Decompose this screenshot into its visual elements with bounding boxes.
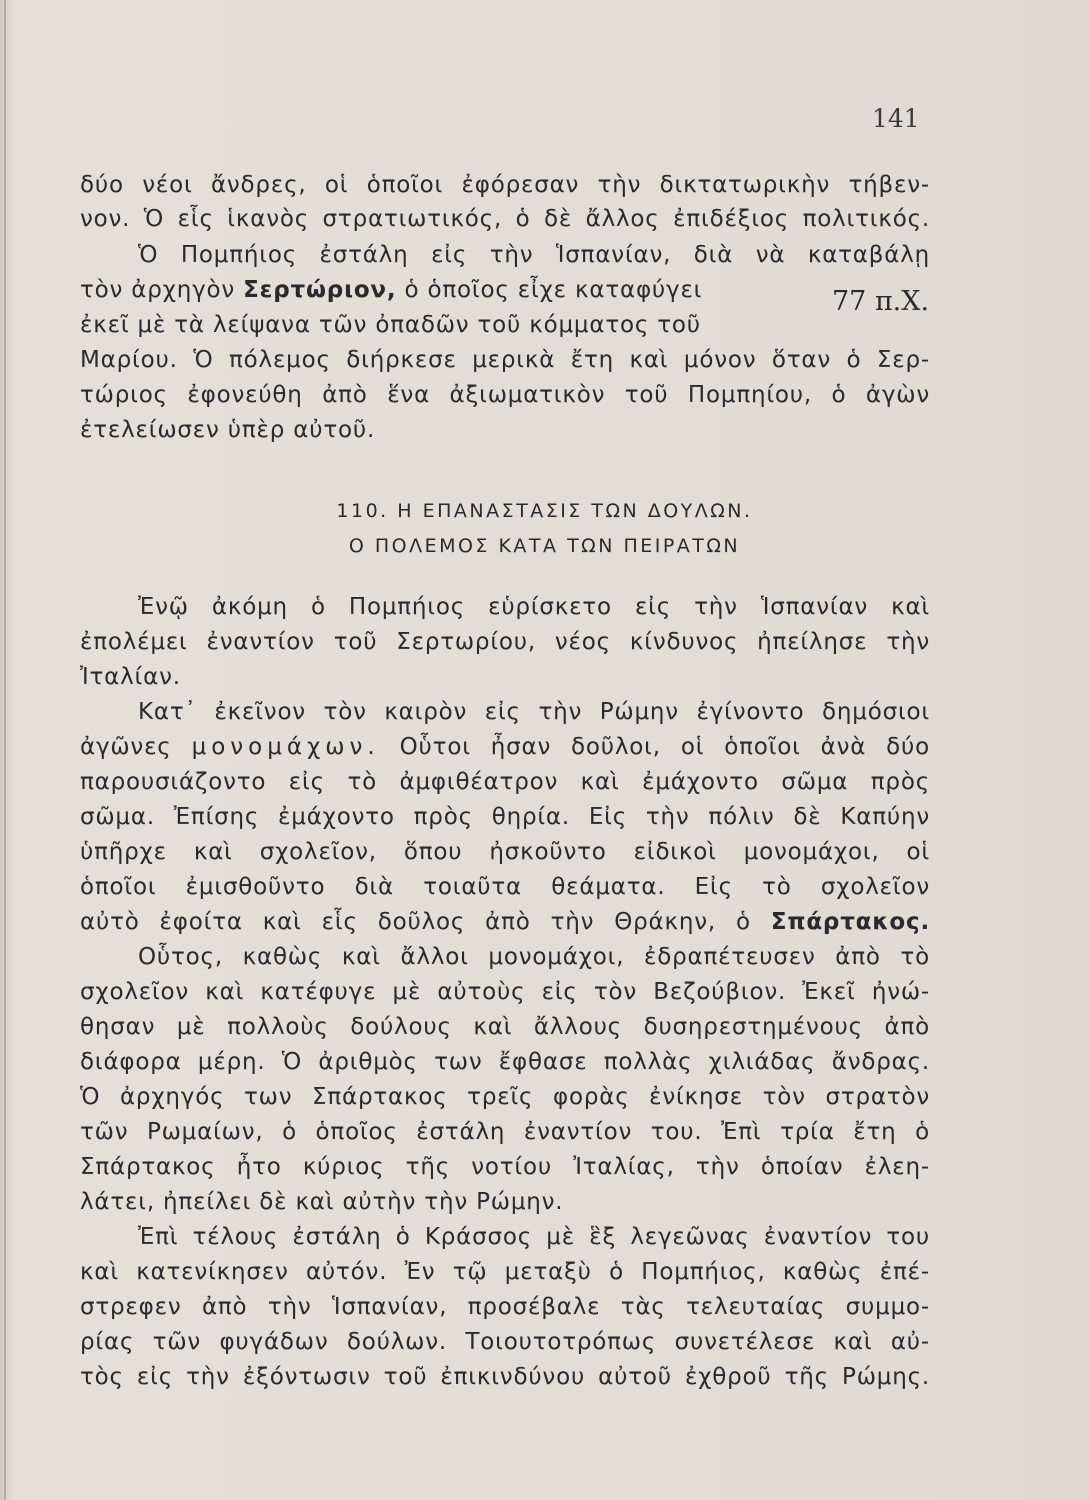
text-line: Ἐνῷ ἀκόμη ὁ Πομπήιος εὑρίσκετο εἰς τὴν Ἱσπανίαν καὶ bbox=[138, 594, 930, 620]
bold-name: Σπάρτακος. bbox=[770, 909, 930, 935]
text-line: νον. Ὁ εἷς ἱκανὸς στρατιωτικός, ὁ δὲ ἄλλος ἐπιδέξιος πολιτικός. bbox=[80, 206, 930, 232]
text-line: ρίας τῶν φυγάδων δούλων. Τοιουτοτρόπως συνετέλεσε καὶ αὐ- bbox=[80, 1329, 930, 1355]
text-line: ὁποῖοι ἐμισθοῦντο διὰ τοιαῦτα θεάματα. Εἰς τὸ σχολεῖον bbox=[80, 874, 930, 900]
text-line bbox=[80, 273, 810, 307]
text-line: Ἰταλίαν. bbox=[80, 664, 181, 690]
text-span: Οὗτοι ἦσαν δοῦλοι, οἱ ὁποῖοι ἀνὰ δύο bbox=[379, 734, 930, 760]
text-line: Ὁ ἀρχηγός των Σπάρτακος τρεῖς φορὰς ἐνίκησε τὸν στρατὸν bbox=[80, 1084, 930, 1110]
text-line: ὑπῆρχε καὶ σχολεῖον, ὅπου ἠσκοῦντο εἰδικοὶ μονομάχοι, οἱ bbox=[80, 839, 930, 865]
section-subheading: Ο ΠΟΛΕΜΟΣ ΚΑΤΑ ΤΩΝ ΠΕΙΡΑΤΩΝ bbox=[348, 535, 741, 557]
text-span: ἀγῶνες bbox=[80, 734, 192, 760]
text-line: σῶμα. Ἐπίσης ἐμάχοντο πρὸς θηρία. Εἰς τὴν πόλιν δὲ Καπύην bbox=[80, 804, 930, 830]
text-line: καὶ κατενίκησεν αὐτόν. Ἐν τῷ μεταξὺ ὁ Πομπήιος, καθὼς ἐπέ- bbox=[80, 1259, 930, 1285]
text-line: ἐκεῖ μὲ τὰ λείψανα τῶν ὀπαδῶν τοῦ κόμματος τοῦ bbox=[80, 312, 701, 338]
text-line: ἐπολέμει ἐναντίον τοῦ Σερτωρίου, νέος κίνδυνος ἠπείλησε τὴν bbox=[80, 629, 930, 655]
text-line: λάτει, ἠπείλει δὲ καὶ αὐτὴν τὴν Ρώμην. bbox=[80, 1189, 564, 1215]
text-line: παρουσιάζοντο εἰς τὸ ἀμφιθέατρον καὶ ἐμάχοντο σῶμα πρὸς bbox=[80, 769, 930, 795]
text-line bbox=[80, 905, 930, 939]
text-line: Οὗτος, καθὼς καὶ ἄλλοι μονομάχοι, ἐδραπέτευσεν ἀπὸ τὸ bbox=[138, 944, 930, 970]
text-span: αὐτὸ ἐφοίτα καὶ εἷς δοῦλος ἀπὸ τὴν Θράκην, ὁ bbox=[80, 909, 771, 935]
bold-name: Σερτώριον, bbox=[243, 277, 397, 303]
text-line: Ἐπὶ τέλους ἐστάλη ὁ Κράσσος μὲ ἓξ λεγεῶνας ἐναντίον του bbox=[138, 1224, 930, 1250]
text-line: στρεφεν ἀπὸ τὴν Ἱσπανίαν, προσέβαλε τὰς τελευταίας συμμο- bbox=[80, 1294, 930, 1320]
text-line: θησαν μὲ πολλοὺς δούλους καὶ ἄλλους δυσηρεστημένους ἀπὸ bbox=[80, 1014, 930, 1040]
text-line: Σπάρτακος ἦτο κύριος τῆς νοτίου Ἰταλίας, τὴν ὁποίαν ἐλεη- bbox=[80, 1154, 930, 1180]
section-heading: 110. Η ΕΠΑΝΑΣΤΑΣΙΣ ΤΩΝ ΔΟΥΛΩΝ. bbox=[336, 500, 753, 522]
text-line: ἐτελείωσεν ὑπὲρ αὐτοῦ. bbox=[80, 417, 376, 443]
text-line: διάφορα μέρη. Ὁ ἀριθμὸς των ἔφθασε πολλὰς χιλιάδας ἄνδρας. bbox=[80, 1049, 930, 1075]
text-line: Ὁ Πομπήιος ἐστάλη εἰς τὴν Ἱσπανίαν, διὰ νὰ καταβάλῃ bbox=[138, 242, 930, 268]
text-line: τῶν Ρωμαίων, ὁ ὁποῖος ἐστάλη ἐναντίον του. Ἐπὶ τρία ἔτη ὁ bbox=[80, 1119, 930, 1145]
text-line: τὸς εἰς τὴν ἐξόντωσιν τοῦ ἐπικινδύνου αὐτοῦ ἐχθροῦ τῆς Ρώμης. bbox=[80, 1364, 930, 1390]
text-line: δύο νέοι ἄνδρες, οἱ ὁποῖοι ἐφόρεσαν τὴν δικτατωρικὴν τήβεν- bbox=[80, 172, 930, 198]
text-span: ὁ ὁποῖος εἶχε καταφύγει bbox=[396, 277, 703, 303]
text-line: σχολεῖον καὶ κατέφυγε μὲ αὐτοὺς εἰς τὸν Βεζούβιον. Ἐκεῖ ἠνώ- bbox=[80, 979, 930, 1005]
text-line: Μαρίου. Ὁ πόλεμος διήρκεσε μερικὰ ἔτη καὶ μόνον ὅταν ὁ Σερ- bbox=[80, 347, 930, 373]
spaced-emphasis: μονομάχων. bbox=[191, 734, 380, 760]
text-line: τώριος ἐφονεύθη ἀπὸ ἕνα ἀξιωματικὸν τοῦ Πομπηίου, ὁ ἀγὼν bbox=[80, 382, 930, 408]
text-line bbox=[80, 730, 930, 764]
page-number: 141 bbox=[872, 104, 920, 133]
page-edge bbox=[4, 0, 6, 1500]
text-line: Κατ᾽ ἐκεῖνον τὸν καιρὸν εἰς τὴν Ρώμην ἐγίνοντο δημόσιοι bbox=[138, 699, 930, 725]
text-span: τὸν ἀρχηγὸν bbox=[80, 277, 244, 303]
margin-date-note: 77 π.Χ. bbox=[832, 286, 930, 317]
